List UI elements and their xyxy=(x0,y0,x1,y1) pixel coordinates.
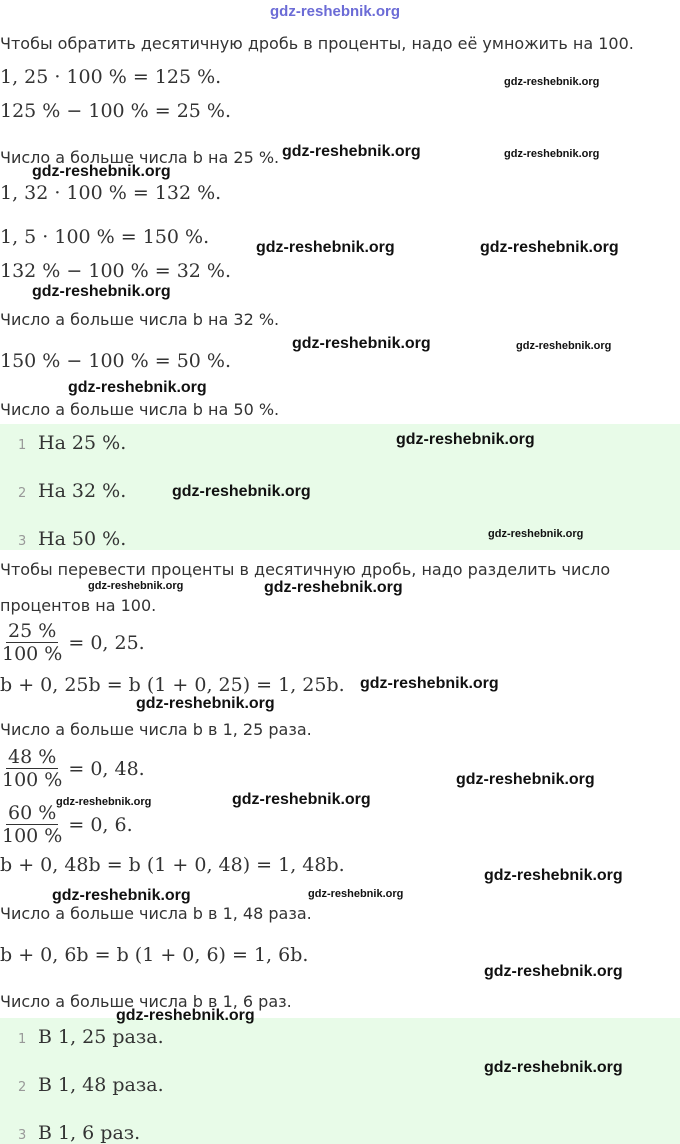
intro-decimal-to-percent: Чтобы обратить десятичную дробь в проценты, надо её умножить на 100. xyxy=(0,34,634,53)
fraction-numerator: 60 % xyxy=(8,802,57,824)
fraction-result: = 0, 6. xyxy=(68,813,133,836)
answer-text: В 1, 25 раза. xyxy=(38,1026,164,1048)
watermark: gdz-reshebnik.org xyxy=(484,1059,623,1076)
watermark: gdz-reshebnik.org xyxy=(396,431,535,448)
answer-text: В 1, 6 раз. xyxy=(38,1122,141,1144)
fraction-numerator: 25 % xyxy=(8,620,57,642)
fraction-numerator: 48 % xyxy=(8,746,57,768)
answer-text: На 32 %. xyxy=(38,480,127,502)
fraction-denominator: 100 % xyxy=(2,643,63,665)
fraction-result: = 0, 25. xyxy=(68,631,145,654)
watermark: gdz-reshebnik.org xyxy=(480,239,619,256)
watermark: gdz-reshebnik.org xyxy=(68,379,207,396)
equation: 1, 5 · 100 % = 150 %. xyxy=(0,226,210,248)
answer-number: 2 xyxy=(18,486,27,501)
conclusion: Число a больше числа b на 25 %. xyxy=(0,148,280,167)
watermark: gdz-reshebnik.org xyxy=(308,888,404,900)
watermark: gdz-reshebnik.org xyxy=(32,283,171,300)
watermark: gdz-reshebnik.org xyxy=(136,695,275,712)
intro-percent-to-decimal: процентов на 100. xyxy=(0,596,157,615)
answer-text: В 1, 48 раза. xyxy=(38,1074,164,1096)
watermark: gdz-reshebnik.org xyxy=(32,163,171,180)
watermark: gdz-reshebnik.org xyxy=(504,148,600,160)
watermark: gdz-reshebnik.org xyxy=(516,340,612,352)
fraction-result: = 0, 48. xyxy=(68,757,145,780)
answer-text: На 50 %. xyxy=(38,528,127,550)
equation: 1, 32 · 100 % = 132 %. xyxy=(0,182,222,204)
answer-number: 1 xyxy=(18,1032,27,1047)
watermark: gdz-reshebnik.org xyxy=(360,675,499,692)
watermark: gdz-reshebnik.org xyxy=(232,791,371,808)
fraction-equation xyxy=(0,802,133,847)
fraction-denominator: 100 % xyxy=(2,769,63,791)
answer-number: 3 xyxy=(18,1128,27,1143)
intro-percent-to-decimal: Чтобы перевести проценты в десятичную дробь, надо разделить число xyxy=(0,560,611,579)
answer-text: На 25 %. xyxy=(38,432,127,454)
watermark: gdz-reshebnik.org xyxy=(488,528,584,540)
equation: b + 0, 25b = b (1 + 0, 25) = 1, 25b. xyxy=(0,674,345,696)
answer-number: 2 xyxy=(18,1080,27,1095)
equation: b + 0, 48b = b (1 + 0, 48) = 1, 48b. xyxy=(0,854,345,876)
conclusion: Число a больше числа b на 32 %. xyxy=(0,310,280,329)
equation: b + 0, 6b = b (1 + 0, 6) = 1, 6b. xyxy=(0,944,309,966)
conclusion: Число a больше числа b в 1, 6 раз. xyxy=(0,992,292,1011)
fraction-equation xyxy=(0,620,145,665)
watermark: gdz-reshebnik.org xyxy=(116,1007,255,1024)
answer-number: 3 xyxy=(18,534,27,549)
watermark: gdz-reshebnik.org xyxy=(88,580,184,592)
conclusion: Число a больше числа b на 50 %. xyxy=(0,400,280,419)
equation: 132 % − 100 % = 32 %. xyxy=(0,260,232,282)
equation: 1, 25 · 100 % = 125 %. xyxy=(0,66,222,88)
watermark: gdz-reshebnik.org xyxy=(456,771,595,788)
conclusion: Число a больше числа b в 1, 48 раза. xyxy=(0,904,312,923)
watermark: gdz-reshebnik.org xyxy=(282,143,421,160)
watermark: gdz-reshebnik.org xyxy=(56,796,152,808)
watermark: gdz-reshebnik.org xyxy=(52,887,191,904)
fraction-denominator: 100 % xyxy=(2,825,63,847)
equation: 125 % − 100 % = 25 %. xyxy=(0,100,232,122)
equation: 150 % − 100 % = 50 %. xyxy=(0,350,232,372)
watermark: gdz-reshebnik.org xyxy=(292,335,431,352)
watermark-header: gdz-reshebnik.org xyxy=(270,3,401,20)
fraction-equation xyxy=(0,746,145,791)
watermark: gdz-reshebnik.org xyxy=(484,963,623,980)
watermark: gdz-reshebnik.org xyxy=(504,76,600,88)
conclusion: Число a больше числа b в 1, 25 раза. xyxy=(0,720,312,739)
watermark: gdz-reshebnik.org xyxy=(172,483,311,500)
watermark: gdz-reshebnik.org xyxy=(484,867,623,884)
watermark: gdz-reshebnik.org xyxy=(264,579,403,596)
watermark: gdz-reshebnik.org xyxy=(256,239,395,256)
answer-number: 1 xyxy=(18,438,27,453)
